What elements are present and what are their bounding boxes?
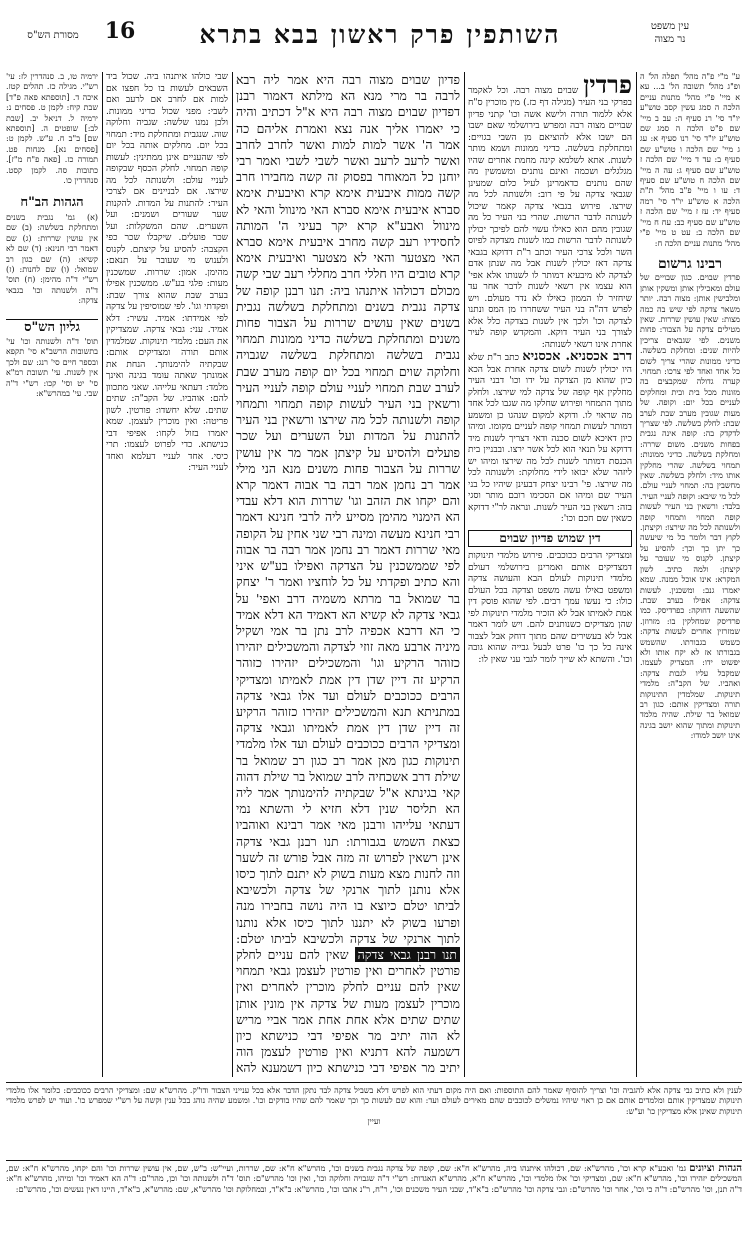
tosafot-lead-word: פרדין <box>583 72 632 99</box>
masoret-text: ירמיה טו, ב. סנהדרין לז: עי' רש"י. מגילה כז. תהלים קטז. איכה ד. [תוספתא פאה פ"ד] שבת קיח: לקמן ט. פסחים נ: ירמיה ל. דניאל יב. [שבת לב:] שופטים ה. [תוספתא שם] ב"ב ח. ע"ש. לקמן ט: [פסחים נא]. מנחות פט. תמורה כז. [פאה פ"ח מ"ז]. כתובות סה. לקמן קסט. סנהדרין כו. <box>6 72 98 186</box>
gemara-text-2: שאין להם עניים לחלק פורטין לאחרים ואין פורטין לעצמן גבאי תמחוי שאין להם עניים לחלק מוכרין לאחרים ואין מוכרין לעצמן מעות של צדקה אין מונין אותן שתים שתים אלא אחת אחת אמר אביי מריש לא הוה יתיב מר אפיפי דבי כנישתא כיון דשמעה להא דתניא ואין פורטין לעצמן הוה יתיב מר אפיפי דבי כנישתא כיון דשמענא להא <box>236 946 460 1076</box>
hagahot-habach-title: הגהות הב"ח <box>20 195 84 211</box>
rabbeinu-gershom-title: רבינו גרשום <box>657 255 723 272</box>
header-masoret-label: מסורת הש"ס <box>27 30 79 41</box>
highlighted-phrase: תנו רבנן גבאי צדקה <box>355 947 460 962</box>
page-number: 16 <box>104 18 136 44</box>
bottom-commentary-text: לענין ולא כתיב גבי צדקה אלא להגביה וכו' וצריך להוסיף שאמר להם התוספות: ואם היה מקום דעתי הוא לפרש דלא בשביל צדקה לבד נתקן הדבר אלא בכל ענייני הצבור ודו"ק. מהרש"א שם: ומצדיקי הרבים ככוכבים: כלומר אלו מלמדי תינוקות שמצדיקין אותם ומלמדים אותם אם כן ראוי שיהיו נמשלים לכוכבים שהם מאירים לעולם ועד: והוא שם לעשות כך וכך שאמר להם שהיו בודקים וכו'. ומשמע שהיה נוהג בכל ענין וקשה על רש"י שמפרש כו'. ועוד יש לפרש מלמדי תינוקות שאינן אלא מצדיקין כו' וע"ש: <box>6 1086 742 1116</box>
divider-rashi <box>102 72 103 1077</box>
gemara-main-text <box>236 72 460 1077</box>
divider-tosafot <box>464 72 465 1077</box>
divider-main <box>232 72 233 1077</box>
rashi-text: שבי כולהו איתנהו ביה. שכול ביד השבאים לעשות בו כל חפצו אם למות אם לחרב אם לרעב ואם לשבי: מפני שכול כדיני ממונות. ולכן נמנו שלשה: שגביה וחלוקה שוה. שנגבית ומתחלקת מיד: תמחוי בכל יום. מחלקים אותה בכל יום לפי שהעניים אינן ממתינין: לעשות קופה תמחוי. לחלק הכסף שבקופה לעניי עולם: ולשנותה לכל מה שירצו. אם לבניינים אם לצרכי העיר: להתנות על המדות. להקנות שער שעורים ושמנים: ועל השערים. שהם המשקלות: ועל שכר פועלים. שיקבלו שכר כפי הקצבה: להסיע על קיצתם. לקנוס ולענוש מי שעובר על תנאם: מהימן. אמון: שררות. שמשכנין מעות: פלגי בע"ש. ממשכנין אפילו בערב שבת שהוא צורך שבת: ופקדתי וגו'. לפי שמוסיפין על צדקה לפי אמידתו: אמיד. עשיר: דלא אמיד. עני: גבאי צדקה. שמצדיקין את העם: מלמדי תינוקות. שמלמדין אותם תורה ומצדיקים אותם: שבקתיה להימנותך. הנחת את אמונתך שאתה עומד בגינה ואינך מלמד: דעתאי עלייהו. שאני מתכוון להם: אוהביו. של הקב"ה: שתים שתים. שלא יחשדו: פורטין. לשון פריטה: ואין מוכרין לעצמן. שמא יאמרו בזול לקחו: אפיפי דבי כנישתא. כדי לפרוט לעצמו: תרי כיסי. אחד לעניי דעלמא ואחד לעניי העיר: <box>106 72 228 473</box>
hagahot-tziyunim-text: גמ' ואבע"א קרא וכו', מהרש"א: שם, דכולהו איתנהו ביה, מהרש"א ח"א: שם, קופה של צדקה נגבית בשנים וכו', מהרש"א ח"א: שם, שררות, ועיי"ש: ב"ש, שם, אין עושין שררות וכו' והם יקחו, מהרש"א ח"א: שם, המשכילים יזהירו וכו', מהרש"א ח"א: שם, ומצדיקי וכו' אלו מלמדי וכו', מהרש"א ח"א, מהרש"א האגדות: רש"י ד"ה שגבויה וחלוקה וכו', ואין וכו' מהרש"ם: תוס' ד"ה ולשנותה וכו' וכן, מהר"ם: ד"ה הא דאמיד וכו' ומיהו, מהרש"א ח"א: ד"ה תנן, וכו' מהרש"ם: ד"ה כי וכו', אחר וכו' מהרש"ם: וגבי צדקה וכו' מהרש"ם: ב"א"ד, שבני העיר משכנים וכו', ר"ח, ר"נ אהבו וכו', מהרש"א: ב"א"ד, ובמחלוקת וכו' מהרש"א, שם: מהרש"א, ב"א"ד, היינו דאין נעשים וכו', מהרש"ם: <box>6 1164 742 1194</box>
gilyon-hashas-title: גליון הש"ס <box>6 319 98 333</box>
tosafot-column <box>468 72 632 1077</box>
header-ein-mishpat-label: עין משפט נר מצוה <box>650 21 690 45</box>
divider-bottom-2 <box>6 1160 742 1161</box>
tosafot-text-3: ומצדיקי הרבים ככוכבים. פירוש מלמדי תינוקות דמצדיקים אותם ואמרינן בירושלמי דעולם מלמדי תינוקות לעולם הבא והעושה צדקה ומשפט כאילו עשה משפט וצדקה בכל העולם כולו: כי נעשו עמך רבים. לפי שהוא פוסק דין אמת לאמיתו אבל לא הזכיר מלמדי תינוקות לפי שהן מצדיקים כשנותנים להם. ויש לומר דאמר אבל לא בעשירים שהם מתוך דוחק אבל לצבור אינה כל כך כו' פרט לבעל גבייה שהוא גובה וכו'. והשתא לא שייך לומר לגבי עני שאין לו: <box>468 551 632 665</box>
hagahot-habach-text: (א) גמ' נגבית בשנים ומתחלקת בשלשה: (ב) שם אין עושין שררות: (ג) שם דאמר רבי חנינא: (ד) שם לא קשיא: (ה) שם כגון רב שמואל: (ו) שם לחנות: (ז) רש"י ד"ה מהימן: (ח) תוס' ד"ה ולשנותה וכו' בגבאי צדקה: <box>6 212 98 306</box>
page-header <box>0 0 748 70</box>
divider-bottom <box>6 1082 742 1083</box>
rashi-column <box>106 72 228 1077</box>
tosafot-text-2: כתב ר"ת שלא היו יכולין לשנות לשום צדקה אחרת אבל הכא כיון שהוא מן הצדקה על ידו וכו' דבני העיר מחלקין אף קופה של צדקה למי שירצו. ולחלק מתוך התמחוי ופירוש שחלקו מה שגבו לכל אחד מה שראוי לו. ודוקא למקום שנהגו כן ומשמע דמותר לעשות תמחוי קופה לעניים מקומו. ומיהו כיון דאיכא לשום סכנה ודאי דצריך לשנות מיד דדוקא על תנאי הוא לכל אשר ירצו. ובבניין בית הכנסת דמותר לשנות לכל מה שירצו ומיהו יש ליזהר שלא יבואו לידי מחלוקת: ולשנותה לכל מה שירצו. פי' רבינו יצחק דבעינן שיהיו כל בני העיר שם ומיהו אם הסכימו רובם מותר וסגי בזה: רשאין בני העיר לשנות. ונראה לר"י דדוקא כשאין שם חכם וכו': <box>468 353 632 524</box>
masoret-hashas-column <box>6 72 98 1077</box>
divider-right <box>636 72 637 1077</box>
tosafot-section-title: דין שמוש פדיון שבוים <box>468 530 632 548</box>
page-title: השותפין פרק ראשון בבא בתרא <box>199 20 561 49</box>
bottom-commentary-label: ועיין <box>367 1117 381 1127</box>
hagahot-tziyunim-block <box>6 1164 742 1246</box>
tosafot-lead-word-2: דרב אכסניא. אכסניא <box>522 349 632 364</box>
rabbeinu-gershom-text: פרדין שבוים. כגון שבויים של עולם ומאכילין אותן ומשקין אותן ומלבישין אותן: מצוה רבה. יותר משאר צדקה לפי שיש בה כמה מצות: שאין עושין שררות. שאין מטילים צדקה על הצבור: פחות משנים. לפי שגבאים צריכין להיות שנים: ומחלקת בשלשה. כדיני ממונות שהרי צריך לשום כל אחד ואחד לפי צרכו: תמחוי. קערה גדולה שמקבצים בה מזונות מכל בית ובית ומחלקים לעניים בכל יום: וקופה. של מעות שגובין מערב שבת לערב שבת: לחלק בשלשה. לפי שצריך לדקדק בה: קופה אינה נגבית בפחות משנים. משום שררה: ומחלקת בשלשה. כדיני ממונות: תמחוי בשלשה. שהרי מחלקין אותו מיד: ולחלק בשלשה. שאין מחשבין בה: תמחוי לעניי עולם. לכל מי שיבא: וקופה לעניי העיר. בלבד: ורשאין בני העיר לעשות קופה תמחוי ותמחוי קופה ולשנותה לכל מה שירצו: וקיצתן. לקוץ דבר ולומר כל מי שיעשה כך יתן כך וכך: להסיע על קיצתן. לקנוס מי שעובר על קיצתן: ולמה כתיב. לשון המקרא: אינו אוכל ממנה. שמא יאמרו גנב: ומשכנין. לעשות צדקה: אפילו בערב שבת. שהשעה דחוקה: כפרדיסק. כמו פרדיסק שמחלקין בו: מזרוזן. שמזרזין אחרים לעשות צדקה: כשמש בגבורתו. שהשמש בגבורתו אז לא יקח אותו ולא יפשוט ידו: המצדיק לעצמו. שמקבל עליו לגבות צדקה: ואהביו. של הקב"ה: מלמדי תינוקות. שמלמדין התינוקות תורה ומצדיקין אותם: כגון רב שמואל בר שילת. שהיה מלמד תינוקות ומתוך שהוא יושב בגינה אינו יושב למודו: <box>640 273 740 741</box>
gemara-text: פדיון שבוים מצוה רבה היא אמר ליה רבא לרבה בר מרי מנא הא מילתא דאמור רבנן דפדיון שבוים מצוה רבה היא א"ל דכתיב והיה כי יאמרו אליך אנה נצא ואמרת אליהם כה אמר ה' אשר למות למות ואשר לחרב לחרב ואשר לרעב לרעב ואשר לשבי לשבי ואמר רבי יוחנן כל המאוחר בפסוק זה קשה מחבירו חרב קשה ממות איבעית אימא קרא ואיבעית אימא סברא איבעית אימא סברא האי מינוול והאי לא מינוול ואבע"א קרא יקר בעיני ה' המותה לחסידיו רעב קשה מחרב איבעית אימא סברא האי מצטער והאי לא מצטער ואיבעית אימא קרא טובים היו חללי חרב מחללי רעב שבי קשה מכולם דכולהו איתנהו ביה: תנו רבנן קופה של צדקה נגבית בשנים ומתחלקת בשלשה נגבית בשנים שאין עושים שררות על הצבור פחות משנים ומתחלקת בשלשה כדיני ממונות תמחוי נגבית בשלשה ומתחלקת בשלשה שגבויה וחלוקה שוים תמחוי בכל יום קופה מערב שבת לערב שבת תמחוי לעניי עולם קופה לעניי העיר ורשאין בני העיר לעשות קופה תמחוי ותמחוי קופה ולשנותה לכל מה שירצו ורשאין בני העיר להתנות על המדות ועל השערים ועל שכר פועלים ולהסיע על קיצתן אמר מר אין עושין שררות על הצבור פחות משנים מנא הני מילי אמר רב נחמן אמר רבה בר אבוה דאמר קרא והם יקחו את הזהב וגו' שררות הוא דלא עבדי הא הימנוי מהימן מסייע ליה לרבי חנינא דאמר רבי חנינא מעשה ומינה רבי שני אחין על הקופה מאי שררות דאמר רב נחמן אמר רבה בר אבוה לפי שממשכנין על הצדקה ואפילו בע"ש איני והא כתיב ופקדתי על כל לוחציו ואמר ר' יצחק בר שמואל בר מרתא משמיה דרב ואפי' על גבאי צדקה לא קשיא הא דאמיד הא דלא אמיד כי הא דרבא אכפיה לרב נתן בר אמי ושקיל מיניה ארבע מאה זוזי לצדקה והמשכילים יזהירו כזוהר הרקיע וגו' והמשכילים יזהירו כזוהר הרקיע זה דיין שדן דין אמת לאמיתו ומצדיקי הרבים ככוכבים לעולם ועד אלו גבאי צדקה במתניתא תנא והמשכילים יזהירו כזוהר הרקיע זה דיין שדן דין אמת לאמיתו וגבאי צדקה ומצדיקי הרבים ככוכבים לעולם ועד אלו מלמדי תינוקות כגון מאן אמר רב כגון רב שמואל בר שילת דרב אשכחיה לרב שמואל בר שילת דהוה קאי בגינתא א"ל שבקתיה להימנותך אמר ליה הא תליסר שנין דלא חזיא לי והשתא נמי דעתאי עלייהו ורבנן מאי אמר רבינא ואוהביו כצאת השמש בגבורתו: תנו רבנן גבאי צדקה אינן רשאין לפרוש זה מזה אבל פורש זה לשער וזה לחנות מצא מעות בשוק לא יתנם לתוך כיסו אלא נותנן לתוך ארנקי של צדקה ולכשיבא לביתו יטלם כיוצא בו היה נושה בחבירו מנה ופרעו בשוק לא יתננו לתוך כיסו אלא נותנו לתוך ארנקי של צדקה ולכשיבא לביתו יטלם: <box>236 72 460 946</box>
tosafot-text: שבוים מצוה רבה. וכל לאקמר בפרקי בני העיר (מגילה דף כז.) מין מוכרין ס"ח אלא ללמוד תורה ולישא אשה וכו' קתני פדיון שבויים מצוה רבה ומפרש בירושלמי שאם ישבו הם ישבו אלא להוציאם מן השבי בגויים: ומתחלקת בשלשה. כדיני ממונות ושמא מותר לשנות. אתא לשלמא קינה מחמת אחרים שהיו מגלגלים ושכמה ואינם נותנים ומשמשין מה שהם נותנים כדאמרינן לעיל כלום שמעינן שגבאי צדקה על פי רוב: ולשנותה לכל מה שירצו. פירוש בגבאי צדקה קאמר שיכול לשנותה לדבר הרשות. שהרי בני העיר כל מה שגובין מהם הוא כאילו עשוי להם לפיכך יכולין לשנותה לדבר הרשות כמו לשנות מצדקה לפיוס השר ולכל צרכי העיר וכתב ר"ת דדוקא בגבאי צדקה דאז יכולין לשנות אבל מה שנתן אדם לצדקה לא מיבעיא דמותר לו לשנותו אלא אפי' הוא עצמו אין רשאי לשנות לדבר אחר עד שיחזיר לו הממון כאילו לא נדר מעולם. ויש לפרש דה"ה בני העיר ששחררו מן המס ונתנו לצדקה וכו' ולכך אין לשנות בצדקה כלל אלא לצורך בני העיר דוקא. והמקדש קופה לעיר אחרת אינו רשאי לשנותה: <box>468 86 632 350</box>
ein-mishpat-column <box>640 72 740 1077</box>
hagahot-tziyunim-title: הגהות וציונים <box>689 1164 742 1174</box>
ein-mishpat-text: ע" מ"י פ"ה מהל' תפלה הל' ה ופ"ג מהל' תשובה הל' ב... עא א מיי' פ"י מהל' מתנות עניים הלכה ה סמג עשין קסב טוש"ע יו"ד סי' רנ סעיף ה: עב ב מיי' שם פ"ט הלכה ה סמג שם טוש"ע יו"ד סי' רנו סעיף א: עג ג מיי' שם הלכה ו טוש"ע שם סעיף ב: עד ד מיי' שם הלכה ז טוש"ע שם סעיף ג: עה ה מיי' שם הלכה ח טוש"ע שם סעיף ד: עו ו מיי' פ"ב מהל' ת"ת הלכה א טוש"ע יו"ד סי' רמה סעיף יד: עז ז מיי' שם הלכה ז טוש"ע שם סעיף כב: עח ח מיי' שם הלכה ב: עט ט מיי' פ"י מהל' מתנות עניים הלכה ח: <box>640 72 740 248</box>
gilyon-hashas-text: תוס' ד"ה ולשנותה וכו' עי' בתשובות הרשב"א סי' תקפא ובספר חיים סי' רנג: שם ולכך אין לשנות. עי' תשובת רמ"א סי' יט וסי' קכו: רש"י ד"ה שבי. עי' במהרש"א: <box>6 336 98 398</box>
bottom-commentary <box>6 1086 742 1158</box>
